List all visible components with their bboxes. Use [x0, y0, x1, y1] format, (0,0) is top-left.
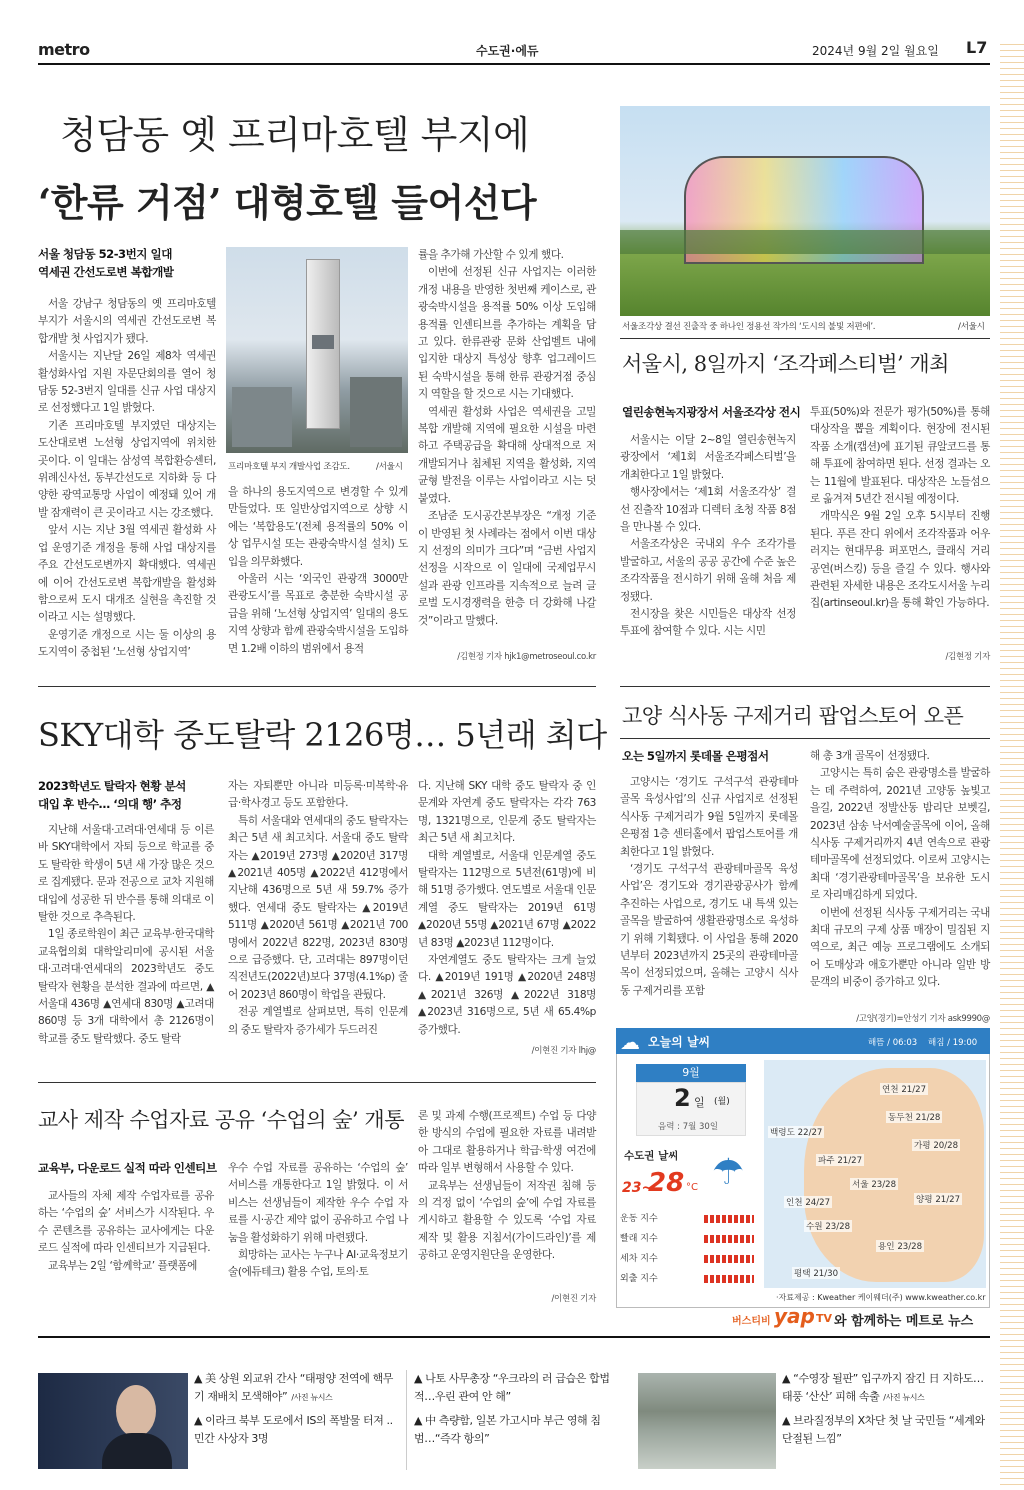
- index-row-carwash: 세차 지수: [620, 1250, 760, 1268]
- page-number: L7: [966, 38, 988, 57]
- footer-banner-text: 와 함께하는 메트로 뉴스: [834, 1314, 974, 1329]
- temp-unit: °C: [686, 1182, 698, 1193]
- mid-rule-left: [38, 686, 596, 687]
- tree-line: [620, 230, 990, 254]
- a5-byline: /이현진 기자: [551, 1294, 596, 1304]
- a3-column-3: 다. 지난해 SKY 대학 중도 탈락자 중 인문계와 자연계 중도 탈락자는 각각 763명, 1321명으로, 인문계 중도 탈락자는 최근 5년 새 최고치다. 대학 계열별로, 서울대 인문계열 중도 탈락자는 112명으로 5년전(61명)에 비해 51명 증가했다. 연도별로 서울대 인문계열 중도 탈락자는 2019년 61명 ▲2020년 55명 ▲2021년 67명 ▲2022년 83명 ▲2023년 112명이다. 자연계열도 중도 탈락자는 크게 늘었다. ▲2019년 191명 ▲2020년 248명 ▲2021년 326명 ▲2022년 318명 ▲2023년 316명으로, 5년 새 65.4%p 증가했다.: [418, 780, 596, 1036]
- index-bars: [704, 1215, 754, 1223]
- a3-subhead-1: 2023학년도 탈락자 현황 분석: [38, 779, 186, 793]
- a5-rule-top: [38, 1082, 596, 1083]
- a4-column-2: 해 총 3개 골목이 선정됐다. 고양시는 특히 숨은 관광명소를 발굴하는 데 주력하여, 2021년 고양동 높빛고을길, 2022년 정발산동 밤리단 보벳길, 2023년 삼송 낙서예술골목에 이어, 올해 식사동 구제거리까지 4년 연속으로 관광테마골목에 선정되었다. 이로써 고양시는 최대 ‘경기관광테마골목’을 보유한 도시로 자리매김하게 되었다. 이번에 선정된 식사동 구제거리는 국내 최대 규모의 구제 상품 매장이 밀집된 지역으로, 최근 예능 프로그램에도 소개되어 도매상과 애호가뿐만 아니라 일반 방문객의 비중이 증가하고 있다.: [810, 750, 990, 989]
- section-name: 수도권·에듀: [476, 44, 539, 58]
- city-label: 인천 24/27: [786, 1198, 831, 1208]
- footer-divider-1: [406, 1370, 407, 1470]
- city-label: 동두천 21/28: [888, 1113, 941, 1123]
- a2-rule-top: [620, 338, 990, 339]
- a5-column-2: 우수 수업 자료를 공유하는 ‘수업의 숲’ 서비스를 개통한다고 1일 밝혔다. 이 서비스는 선생님들이 제작한 우수 수업 자료를 시·공간 제약 없이 공유하고 수업 나눔을 활성화하기 위해 마련됐다. 희망하는 교사는 누구나 AI·교육정보기술(에듀테크) 활용 수업, 토의·토: [228, 1162, 408, 1279]
- footer-rule: [38, 1336, 990, 1338]
- a2-photo-credit: /서울시: [958, 322, 985, 332]
- a3-byline: /이현진 기자 lhj@: [531, 1046, 596, 1056]
- a1-photo-hotel-rendering: [226, 247, 408, 453]
- a3-column-2: 자는 자퇴뿐만 아니라 미등록·미복학·유급·학사경고 등도 포함한다. 특히 서울대와 연세대의 중도 탈락자는 최근 5년 새 최고치다. 서울대 중도 탈락자는 ▲2019년 273명 ▲2020년 317명 ▲2021년 405명 ▲2022년 412명에서 지난해 436명으로 5년 새 59.7% 증가했다. 연세대 중도 탈락자는 ▲2019년 511명 ▲2020년 561명 ▲2021년 700명에서 2022년 822명, 2023년 830명으로 급증했다. 단, 고려대는 897명이던 직전년도(2022년)보다 37명(4.1%p) 줄어 2023년 860명이 학업을 관뒀다. 전공 계열별로 살펴보면, 특히 인문계의 중도 탈락자 증가세가 두드러진: [228, 780, 408, 1036]
- city-label: 양평 21/27: [916, 1195, 961, 1205]
- weather-source: ·자료제공 : Kweather 케이웨더(주) www.kweather.co.kr: [776, 1293, 986, 1302]
- umbrella-icon: ☂: [712, 1152, 745, 1193]
- city-label: 평택 21/30: [794, 1269, 839, 1279]
- index-row-outing: 외출 지수: [620, 1270, 760, 1288]
- city-label: 서울 23/28: [852, 1180, 897, 1190]
- mid-rule-right: [620, 686, 990, 687]
- news-brief-2[interactable]: ▲ 이라크 북부 도로에서 IS의 폭발물 터져 ..민간 사상자 3명: [194, 1414, 393, 1445]
- masthead-rule: [38, 63, 990, 65]
- a4-rule: [620, 738, 990, 739]
- a4-headline: 고양 식사동 구제거리 팝업스토어 오픈: [622, 704, 964, 728]
- a1-photo-credit: /서울시: [376, 462, 403, 472]
- portrait-face: [116, 1385, 156, 1437]
- a4-column-1: 고양시는 ‘경기도 구석구석 관광테마골목 육성사업’의 신규 사업지로 선정된 식사동 구제거리가 9월 5일까지 롯데몰 은평점 1층 센터홀에서 팝업스토어를 개최한다고 1일 밝혔다. ‘경기도 구석구석 관광테마골목 육성사업’은 경기도와 경기관광공사가 함께 추진하는 사업으로, 경기도 내 특색 있는 골목을 발굴하여 생활관광명소로 육성하기 위해 기획됐다. 이 사업을 통해 2020년부터 2023년까지 25곳의 관광테마골목이 선정되었으며, 올해는 고양시 식사동 구제거리를 포함: [620, 776, 798, 997]
- a2-photo-sculpture: [620, 106, 990, 316]
- news-brief-5[interactable]: ▲ “수영장 될판” 입구까지 잠긴 日 지하도…태풍 ‘산산’ 피해 속출 /사진 뉴시스: [782, 1372, 984, 1403]
- portrait-suit: [102, 1433, 172, 1469]
- margin-stripe: [1000, 40, 1024, 1490]
- news-brief-3[interactable]: ▲ 나토 사무총장 “우크라의 러 급습은 합법적…우린 관여 안 해”: [414, 1372, 610, 1403]
- calendar-lunar: 음력 : 7월 30일: [658, 1122, 719, 1132]
- news-brief-1[interactable]: ▲ 美 상원 외교위 간사 “태평양 전역에 핵무기 재배치 모색해야” /사진 뉴시스: [194, 1372, 394, 1403]
- footer-photo-flood: [638, 1373, 776, 1469]
- calendar-month: 9월: [636, 1064, 746, 1082]
- index-bars: [704, 1235, 754, 1243]
- a3-subhead-2: 대입 후 반수… ‘의대 행’ 추정: [38, 797, 182, 811]
- city-block-2: [350, 377, 402, 447]
- a4-subhead: 오는 5일까지 롯데몰 은평점서: [622, 749, 769, 763]
- capital-weather-title: 수도권 날씨: [624, 1150, 679, 1162]
- a1-headline-line1: 청담동 옛 프리마호텔 부지에: [60, 113, 530, 157]
- weather-sunset: 해짐 / 19:00: [928, 1038, 978, 1048]
- a1-byline: /김현정 기자 hjk1@metroseoul.co.kr: [457, 652, 596, 662]
- masthead-logo: metro: [38, 40, 90, 59]
- city-label: 연천 21/27: [882, 1085, 927, 1095]
- a1-subhead-1: 서울 청담동 52-3번지 일대: [38, 247, 172, 261]
- calendar-day-unit: 일: [694, 1096, 705, 1109]
- a2-headline: 서울시, 8일까지 ‘조각페스티벌’ 개최: [622, 352, 949, 376]
- city-block-1: [232, 387, 292, 447]
- calendar-day: 2: [674, 1084, 691, 1112]
- weather-sunrise: 해뜸 / 06:03: [868, 1038, 918, 1048]
- a5-subhead: 교육부, 다운로드 실적 따라 인센티브: [38, 1161, 217, 1175]
- index-row-exercise: 운동 지수: [620, 1210, 760, 1228]
- a3-column-1: 지난해 서울대·고려대·연세대 등 이른바 SKY대학에서 자퇴 등으로 학교를 중도 탈락한 학생이 5년 새 가장 많은 것으로 집계됐다. 문과 전공으로 교차 지원해 대입에 성공한 뒤 반수를 통해 의대로 이탈한 것으로 추측된다. 1일 종로학원이 최근 교육부·한국대학교육협의회 대학알리미에 공시된 서울대·고려대·연세대의 2023학년도 중도 탈락자 현황을 분석한 결과에 따르면, ▲서울대 436명 ▲연세대 830명 ▲고려대 860명 등 3개 대학에서 총 2126명이 학교를 중도 탈락했다. 중도 탈락: [38, 824, 214, 1045]
- yap-logo: yap: [774, 1304, 815, 1328]
- a2-byline: /김현정 기자: [945, 652, 990, 662]
- tower-void: [312, 335, 334, 349]
- a5-column-3: 론 및 과제 수행(프로젝트) 수업 등 다양한 방식의 수업에 필요한 자료를 내려받아 그대로 활용하거나 학급·학생 여건에 따라 일부 변형해서 사용할 수 있다. 교육부는 선생님들이 저작권 침해 등의 걱정 없이 ‘수업의 숲’에 수업 자료를 게시하고 활용할 수 있도록 ‘수업 자료 제작 및 활용 지침서(가이드라인)’를 제공하고 운영지원단을 운영한다.: [418, 1110, 596, 1262]
- city-label: 파주 21/27: [818, 1156, 863, 1166]
- index-bars: [704, 1255, 754, 1263]
- city-label: 수원 23/28: [806, 1222, 851, 1232]
- a3-headline: SKY대학 중도탈락 2126명… 5년래 최다: [38, 716, 607, 754]
- a1-headline-line2: ‘한류 거점’ 대형호텔 들어선다: [38, 180, 537, 225]
- news-brief-6[interactable]: ▲ 브라질정부의 X차단 첫 날 국민들 “세계와 단절된 느낌”: [782, 1414, 985, 1445]
- issue-date: 2024년 9월 2일 월요일: [812, 44, 939, 58]
- a1-column-3: 률을 추가해 가산할 수 있게 했다. 이번에 선정된 신규 사업지는 이러한 개정 내용을 반영한 첫번째 케이스로, 관광숙박시설을 용적률 50% 이상 도입해 용적률 인센티브를 추가하는 계획을 담고 있다. 한류관광 문화 산업벨트 내에 입지한 대상지 특성상 향후 업그레이드된 숙박시설을 통해 한류 관광거점 중심지 역할을 할 것으로 시는 기대했다. 역세권 활성화 사업은 역세권을 고밀 복합 개발해 지역에 필요한 시설을 마련하고 주택공급을 확대해 상대적으로 저개발되거나 침체된 지역을 활성화, 지역 균형 발전을 이루는 사업이라고 시는 덧붙였다. 조남준 도시공간본부장은 “개정 기준이 반영된 첫 사례라는 점에서 이번 대상지 선정의 의미가 크다”며 “금번 사업지 선정을 시작으로 이 일대에 국제업무시설과 관광 인프라를 지속적으로 늘려 글로벌 도시경쟁력을 한층 더 강화해 나갈 것”이라고 말했다.: [418, 249, 596, 627]
- weather-cloud-icon: ☁: [620, 1030, 640, 1054]
- a1-column-2: 을 하나의 용도지역으로 변경할 수 있게 만들었다. 또 일반상업지역으로 상향 시에는 ‘복합용도’(전체 용적률의 50% 이상 업무시설 또는 관광숙박시설 설치) 도입을 의무화했다. 아울러 시는 ‘외국인 관광객 3000만 관광도시’를 목표로 충분한 숙박시설 공급을 위해 ‘노선형 상업지역’ 일대의 용도지역 상향과 함께 관광숙박시설을 도입하면 1.2배 이하의 범위에서 용적: [228, 486, 408, 655]
- a2-column-2: 투표(50%)와 전문가 평가(50%)를 통해 대상작을 뽑을 계획이다. 현장에 전시된 작품 소개(캡션)에 표기된 큐알코드를 통해 투표에 참여하면 된다. 선정 결과는 오는 11월에 발표된다. 대상작은 노들섬으로 옮겨져 5년간 전시될 예정이다. 개막식은 9월 2일 오후 5시부터 진행된다. 푸른 잔디 위에서 조각작품과 어우러지는 현대무용 퍼포먼스, 클래식 거리공연(버스킹) 등을 즐길 수 있다. 행사와 관련된 자세한 내용은 조각도시서울 누리집(artinseoul.kr)을 통해 확인 가능하다.: [810, 406, 990, 610]
- a1-photo-caption: 프리마호텔 부지 개발사업 조감도.: [228, 462, 350, 472]
- city-label: 용인 23/28: [878, 1242, 923, 1252]
- a1-subhead-2: 역세권 간선도로변 복합개발: [38, 265, 174, 279]
- bus-tv-label: 버스티비: [732, 1316, 771, 1327]
- a5-headline: 교사 제작 수업자료 공유 ‘수업의 숲’ 개통: [38, 1108, 404, 1132]
- temp-high: 28: [648, 1168, 685, 1198]
- a4-byline: /고양(경기)=안성기 기자 ask9990@: [856, 1014, 990, 1024]
- a2-subhead: 열린송현녹지광장서 서울조각상 전시: [622, 405, 801, 419]
- calendar-weekday: (월): [714, 1097, 730, 1107]
- a2-column-1: 서울시는 이달 2~8일 열린송현녹지광장에서 ‘제1회 서울조각페스티벌’을 개최한다고 1일 밝혔다. 행사장에서는 ‘제1회 서울조각상’ 결선 진출작 10점과 디렉터 초청 작품 8점을 만나볼 수 있다. 서울조각상은 국내외 우수 조각가를 발굴하고, 서울의 공공 공간에 수준 높은 조각작품을 전시하기 위해 올해 처음 제정됐다. 전시장을 찾은 시민들은 대상작 선정 투표에 참여할 수 있다. 시는 시민: [620, 434, 796, 638]
- footer-photo-senator: [38, 1373, 188, 1469]
- index-row-laundry: 빨래 지수: [620, 1230, 760, 1248]
- a5-column-1: 교사들의 자체 제작 수업자료를 공유하는 ‘수업의 숲’ 서비스가 시작된다. 우수 콘텐츠를 공유하는 교사에게는 다운로드 실적에 따라 인센티브가 지급된다. 교육부는 2일 ‘함께학교’ 플랫폼에: [38, 1190, 214, 1272]
- index-bars: [704, 1275, 754, 1283]
- temp-low: 23~: [622, 1180, 654, 1196]
- a2-photo-caption: 서울조각상 결선 진출작 중 하나인 정용선 작가의 ‘도시의 불빛 저편에’.: [622, 322, 876, 332]
- news-brief-4[interactable]: ▲ 中 측량함, 일본 가고시마 부근 영해 침범…“즉각 항의”: [414, 1414, 601, 1445]
- tv-label: TV: [816, 1312, 833, 1325]
- city-label: 백령도 22/27: [770, 1128, 823, 1138]
- weather-title: 오늘의 날씨: [648, 1035, 711, 1049]
- a1-column-1: 서울 강남구 청담동의 옛 프리마호텔 부지가 서울시의 역세권 간선도로변 복합개발 첫 사업지가 됐다. 서울시는 지난달 26일 제8차 역세권 활성화사업 지원 자문단회의를 열어 청담동 52-3번지 일대를 신규 사업 대상지로 선정했다고 1일 밝혔다. 기존 프리마호텔 부지였던 대상지는 도산대로변 노선형 상업지역에 위치한 곳이다. 이 일대는 삼성역 복합환승센터, 위례신사선, 동부간선도로 지하화 등 다양한 광역교통망 사업이 예정돼 있어 개발 잠재력이 큰 곳이라고 시는 강조했다. 앞서 시는 지난 3월 역세권 활성화 사업 운영기준 개정을 통해 사업 대상지를 주요 간선도로변까지 확대했다. 역세권에 이어 간선도로변 복합개발을 활성화함으로써 도시 대개조 실현을 촉진할 것이라고 시는 설명했다. 운영기준 개정으로 시는 둘 이상의 용도지역이 중첩된 ‘노선형 상업지역’: [38, 298, 216, 659]
- city-label: 가평 20/28: [914, 1141, 959, 1151]
- weather-map: [764, 1060, 986, 1288]
